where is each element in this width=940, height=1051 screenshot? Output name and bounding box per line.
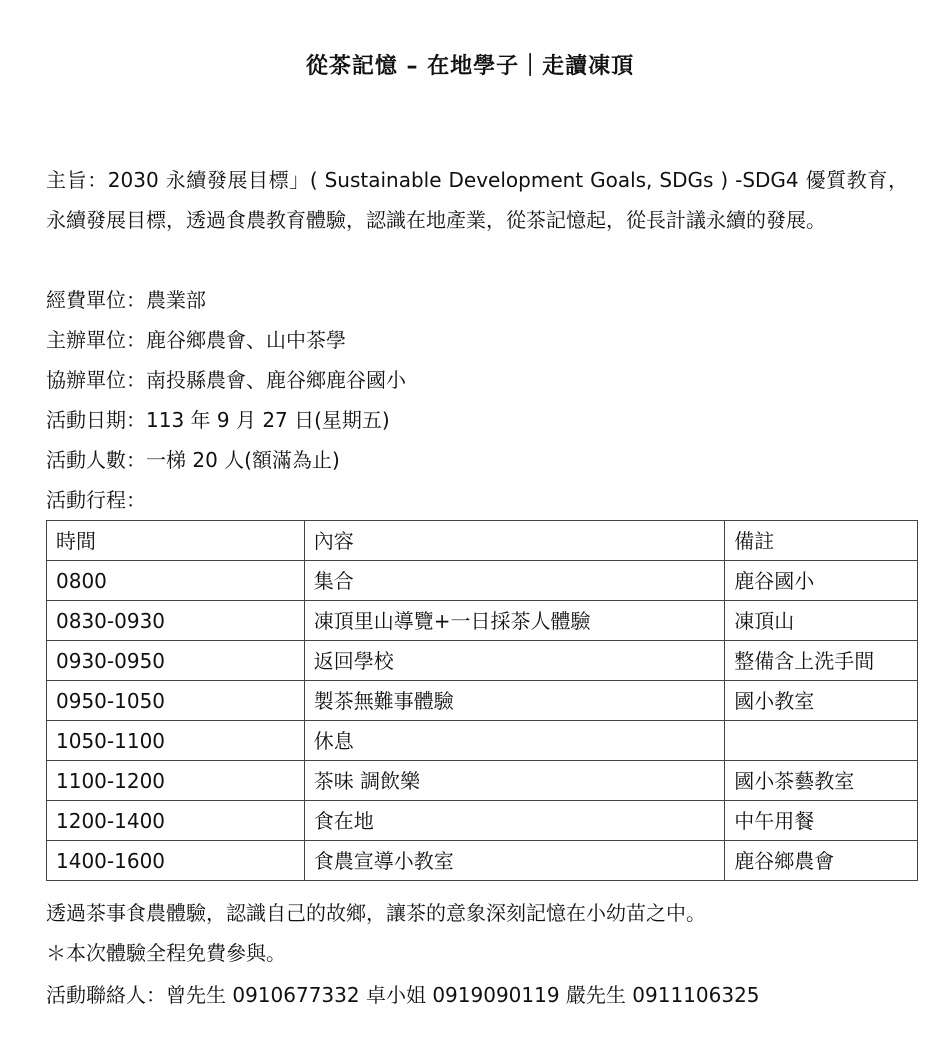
cell-time: 1400-1600 bbox=[47, 841, 305, 881]
cell-time: 0800 bbox=[47, 561, 305, 601]
cell-note: 中午用餐 bbox=[725, 801, 918, 841]
table-row bbox=[47, 681, 918, 721]
header-content: 內容 bbox=[304, 521, 724, 561]
purpose-paragraph: 主旨：2030 永續發展目標」( Sustainable Development Goals, SDGs ) -SDG4 優質教育，永續發展目標，透過食農教育體驗，認識在地產業，從茶記憶起，從長計議永續的發展。 bbox=[46, 168, 908, 232]
cell-note: 鹿谷鄉農會 bbox=[725, 841, 918, 881]
cell-time: 1200-1400 bbox=[47, 801, 305, 841]
cell-note: 凍頂山 bbox=[725, 601, 918, 641]
funding-unit: 經費單位：農業部 bbox=[46, 288, 206, 312]
table-row bbox=[47, 801, 918, 841]
cell-content: 集合 bbox=[304, 561, 724, 601]
cell-time: 1100-1200 bbox=[47, 761, 305, 801]
cell-note bbox=[725, 721, 918, 761]
cell-note: 整備含上洗手間 bbox=[725, 641, 918, 681]
closing-statement: 透過茶事食農體驗，認識自己的故鄉，讓茶的意象深刻記憶在小幼苗之中。 bbox=[46, 901, 706, 925]
table-row bbox=[47, 561, 918, 601]
table-row bbox=[47, 761, 918, 801]
cell-note: 鹿谷國小 bbox=[725, 561, 918, 601]
cell-time: 0950-1050 bbox=[47, 681, 305, 721]
cell-time: 0830-0930 bbox=[47, 601, 305, 641]
contact-info: 活動聯絡人：曾先生 0910677332 卓小姐 0919090119 嚴先生 0911106325 bbox=[46, 983, 760, 1007]
cell-time: 0930-0950 bbox=[47, 641, 305, 681]
header-note: 備註 bbox=[725, 521, 918, 561]
cell-content: 休息 bbox=[304, 721, 724, 761]
schedule-label: 活動行程： bbox=[46, 488, 146, 512]
free-participation-note: ＊本次體驗全程免費參與。 bbox=[46, 941, 286, 965]
cell-note: 國小茶藝教室 bbox=[725, 761, 918, 801]
event-date: 活動日期：113 年 9 月 27 日(星期五) bbox=[46, 408, 390, 432]
participant-count: 活動人數：一梯 20 人(額滿為止) bbox=[46, 448, 340, 472]
table-header-row bbox=[47, 521, 918, 561]
cell-content: 返回學校 bbox=[304, 641, 724, 681]
cell-content: 凍頂里山導覽+一日採茶人體驗 bbox=[304, 601, 724, 641]
table-row bbox=[47, 601, 918, 641]
cell-content: 食在地 bbox=[304, 801, 724, 841]
table-row bbox=[47, 721, 918, 761]
schedule-table bbox=[46, 520, 918, 881]
cell-content: 製茶無難事體驗 bbox=[304, 681, 724, 721]
cell-content: 食農宣導小教室 bbox=[304, 841, 724, 881]
organizer-unit: 主辦單位：鹿谷鄉農會、山中茶學 bbox=[46, 328, 346, 352]
cell-note: 國小教室 bbox=[725, 681, 918, 721]
table-row bbox=[47, 841, 918, 881]
co-organizer-unit: 協辦單位：南投縣農會、鹿谷鄉鹿谷國小 bbox=[46, 368, 406, 392]
cell-content: 茶味 調飲樂 bbox=[304, 761, 724, 801]
page-title: 從茶記憶 – 在地學子｜走讀凍頂 bbox=[305, 54, 635, 79]
table-row bbox=[47, 641, 918, 681]
header-time: 時間 bbox=[47, 521, 305, 561]
cell-time: 1050-1100 bbox=[47, 721, 305, 761]
